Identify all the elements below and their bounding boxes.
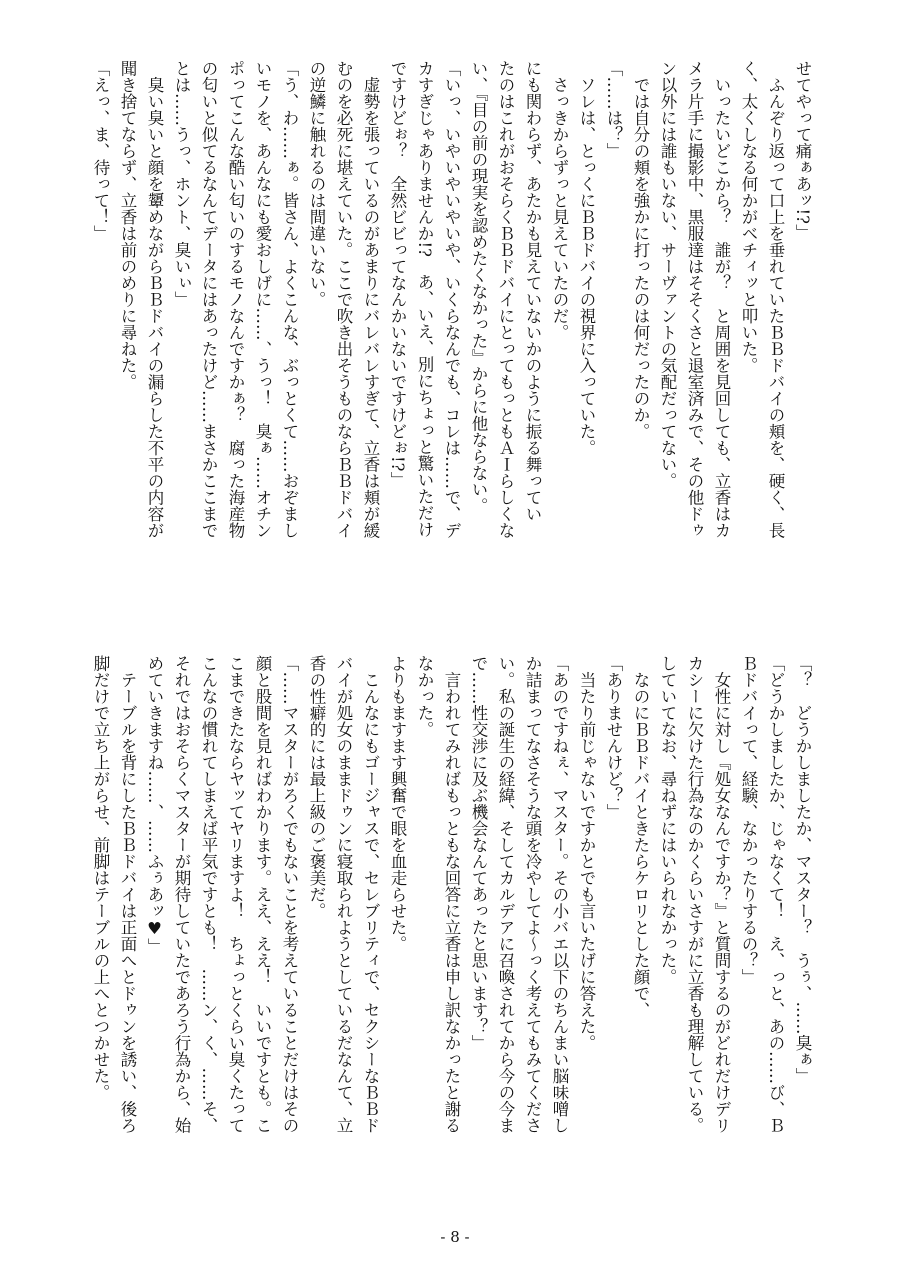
text-line: メラ片手に撮影中、黒服達はそそくさと退室済みで、その他ドゥ <box>685 60 704 539</box>
text-line: バイが処女のままドゥンに寝取られようとしているだなんて、立 <box>334 655 353 1134</box>
text-line: 臭い臭いと顔を顰めながらＢＢドバイの漏らした不平の内容が <box>145 60 164 539</box>
text-line: では自分の頬を強かに打ったのは何だったのか。 <box>631 60 650 440</box>
text-line: 「いっ、いやいやいやいや、いくらなんでも、コレは……で、デ <box>442 60 461 539</box>
text-line: 脚だけで立ち上がらせ、前脚はテーブルの上へとつかせた。 <box>91 655 110 1101</box>
text-line: せてやって痛ぁあッ!?」 <box>793 60 812 241</box>
text-line: こんなにもゴージャスで、セレブリティで、セクシーなＢＢド <box>361 655 380 1134</box>
text-line: にも関わらず、あたかも見えていないかのように振る舞ってい <box>523 60 542 522</box>
text-line: い、『目の前の現実を認めたくなかった』からに他ならない。 <box>469 60 488 514</box>
text-line: 女性に対し『処女なんですか？』と質問するのがどれだけデリ <box>712 655 731 1134</box>
text-line: か詰まってなさそうな頭を冷やしてよ～っく考えてもみてくださ <box>523 655 542 1134</box>
text-line: 聞き捨てならず、立香は前のめりに尋ねた。 <box>118 60 137 390</box>
text-line: ソレは、とっくにＢＢドバイの視界に入っていた。 <box>577 60 596 456</box>
text-line: していてなお、尋ねずにはいられなかった。 <box>658 655 677 985</box>
text-line: 「ありませんけど？」 <box>604 655 623 820</box>
lower-text-block <box>91 655 816 1200</box>
page-number: - 8 - <box>440 1228 470 1246</box>
text-line: 顔と股間を見ればわかります。ええ、ええ！ いいですとも。こ <box>253 655 272 1134</box>
text-line: ポってこんな酷い匂いのするモノなんですかぁ？ 腐った海産物 <box>226 60 245 539</box>
text-line: 「う、わ……ぁ。皆さん、よくこんな、ぶっとくて……おぞまし <box>280 60 299 539</box>
text-line: カシーに欠けた行為なのかくらいさすがに立香も理解している。 <box>685 655 704 1134</box>
text-line: の匂いと似てるなんてデータにはあったけど……まさかここまで <box>199 60 218 539</box>
text-line: の逆鱗に触れるのは間違いない。 <box>307 60 326 308</box>
text-line: 香の性癖的には最上級のご褒美だ。 <box>307 655 326 919</box>
text-line: さっきからずっと見えていたのだ。 <box>550 60 569 341</box>
text-line: いモノを、あんなにも愛おしげに……、うっ！ 臭ぁ……オチン <box>253 60 272 539</box>
text-line: 「……は？」 <box>604 60 623 159</box>
text-line: よりもますます興奮で眼を血走らせた。 <box>388 655 407 952</box>
text-line: それではおそらくマスターが期待していたであろう行為から、始 <box>172 655 191 1134</box>
text-line: なかった。 <box>415 655 434 738</box>
text-line: 「どうかしましたか、じゃなくて！ え、っと、あの……び、Ｂ <box>766 655 785 1134</box>
text-line: カすぎじゃありませんか!? あ、いえ、別にちょっと驚いただけ <box>415 60 434 538</box>
text-line: 虚勢を張っているのがあまりにバレバレすぎて、立香は頬が緩 <box>361 60 380 539</box>
text-line: で……性交渉に及ぶ機会なんてあったと思います？」 <box>469 655 488 1051</box>
text-line: い。私の誕生の経緯、そしてカルデアに召喚されてから今の今ま <box>496 655 515 1134</box>
text-line: ン以外には誰もいない、サーヴァントの気配だってない。 <box>658 60 677 489</box>
text-line: Ｂドバイって、経験、なかったりするの？」 <box>739 655 758 985</box>
text-line: とは……うっ、ホント、臭いぃ」 <box>172 60 191 308</box>
text-line: ふんぞり返って口上を垂れていたＢＢドバイの頬を、硬く、長 <box>766 60 785 539</box>
text-line: 「？ どうかしましたか、マスター？ うぅ、……臭ぁ」 <box>793 655 812 1084</box>
text-line: テーブルを背にしたＢＢドバイは正面へとドゥンを誘い、後ろ <box>118 655 137 1134</box>
upper-text-block <box>91 60 816 605</box>
text-line: いったいどこから？ 誰が？ と周囲を見回しても、立香はカ <box>712 60 731 539</box>
text-line: ですけどぉ？ 全然ビビってなんかいないですけどぉ!?」 <box>388 60 407 488</box>
text-line: 当たり前じゃないですかとでも言いたげに答えた。 <box>577 655 596 1051</box>
text-line: むのを必死に堪えていた。ここで吹き出そうものならＢＢドバイ <box>334 60 353 539</box>
text-line: たのはこれがおそらくＢＢドバイにとってもっともＡＩらしくな <box>496 60 515 539</box>
text-line: こんなの慣れてしまえば平気ですとも！ ……ン、く、……そ、 <box>199 655 218 1134</box>
text-line: 「えっ、ま、待って！」 <box>91 60 110 242</box>
text-line: 「……マスターがろくでもないことを考えていることだけはその <box>280 655 299 1134</box>
text-line: 「あのですねぇ、マスター。その小バエ以下のちんまい脳味噌し <box>550 655 569 1134</box>
text-line: めていきますね……、……ふぅあッ♥」 <box>145 655 164 955</box>
text-line: なのにＢＢドバイときたらケロリとした顔で、 <box>631 655 650 1018</box>
text-line: 言われてみればもっともな回答に立香は申し訳なかったと謝る <box>442 655 461 1134</box>
text-line: く、太くしなる何かがベチィッと叩いた。 <box>739 60 758 374</box>
text-line: こまできたならヤッてヤリますよ！ ちょっとくらい臭くたって <box>226 655 245 1134</box>
